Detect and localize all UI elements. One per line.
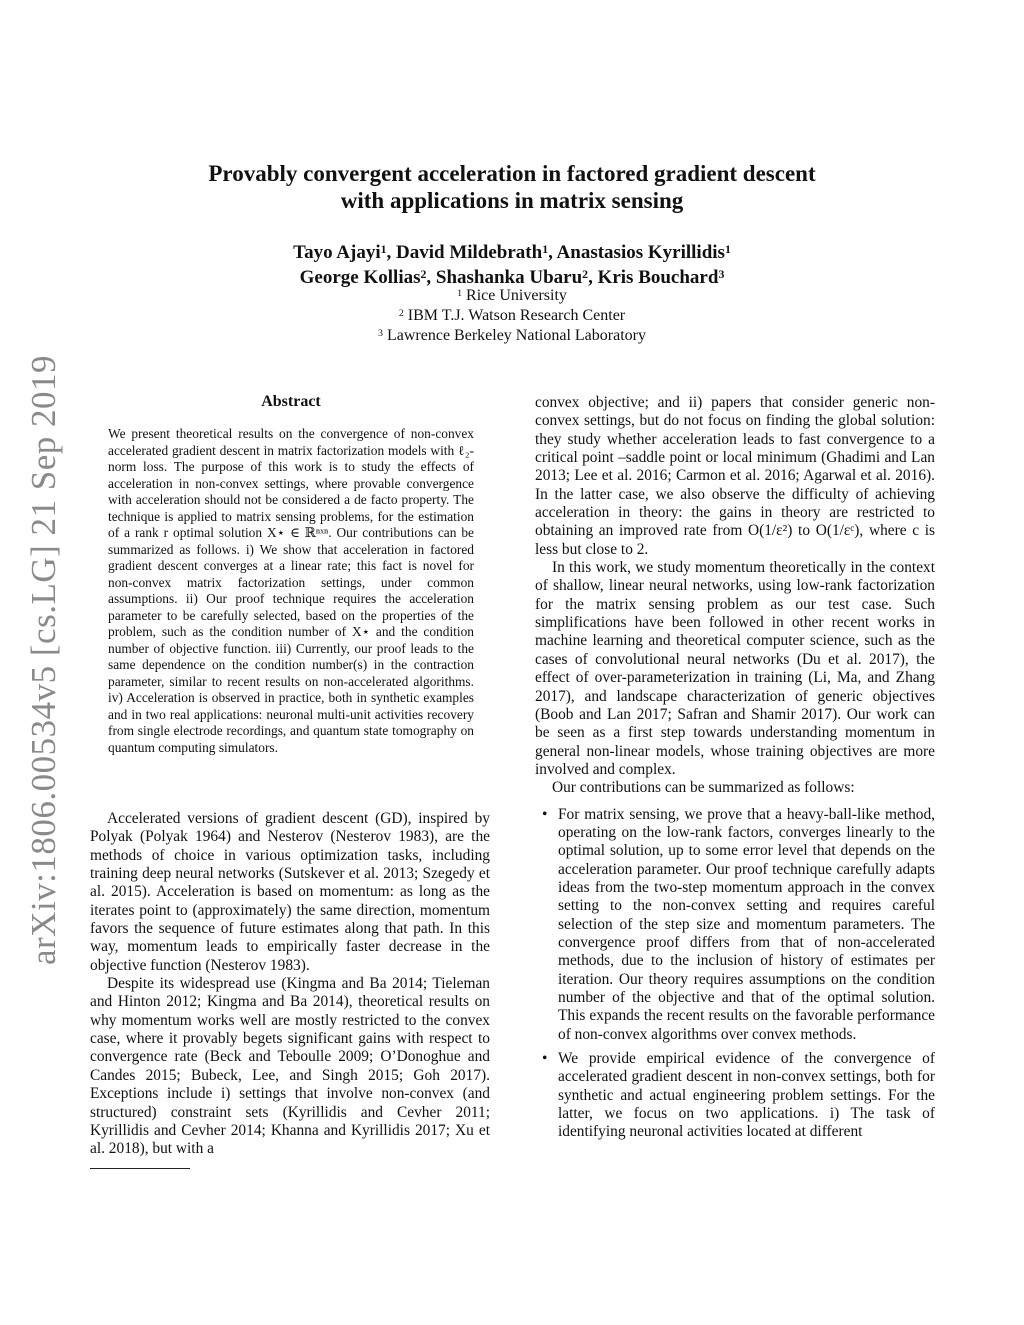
affiliation-name: Lawrence Berkeley National Laboratory	[386, 327, 646, 344]
author-affiliation-mark: 1	[380, 242, 387, 256]
author-affiliation-mark: 2	[420, 267, 427, 281]
affiliation-number: 3	[378, 327, 383, 339]
author-list	[150, 240, 874, 290]
abstract-heading: Abstract	[261, 393, 321, 410]
abstract-body: We present theoretical results on the convergence of non-convex accelerated gradient descent in matrix factorization models with ℓ₂-norm loss. The purpose of this work is to study the effects of acceleration in non-convex settings, where provable convergence with acceleration should not be considered a de facto property. The technique is applied to matrix sensing problems, for the estimation of a rank r optimal solution X⋆ ∈ ℝⁿˣⁿ. Our contributions can be summarized as follows. i) We show that acceleration in factored gradient descent converges at a linear rate; this fact is novel for non-convex matrix factorization settings, under common assumptions. ii) Our proof technique requires the acceleration parameter to be carefully selected, based on the properties of the problem, such as the condition number of X⋆ and the condition number of objective function. iii) Currently, our proof leads to the same dependence on the condition number(s) in the contraction parameter, similar to recent results on non-accelerated algorithms. iv) Acceleration is observed in practice, both in synthetic examples and in two real applications: neuronal multi-unit activities recovery from single electrode recordings, and quantum state tomography on quantum computing simulators.	[108, 426, 474, 755]
author-name: Shashanka Ubaru	[435, 267, 583, 288]
author-name: David Mildebrath	[396, 242, 543, 263]
right-paragraph-2: In this work, we study momentum theoretically in the context of shallow, linear neural networks, using low-rank factorization for the matrix sensing problem as our test case. Such simplifications have been followed in other recent works in machine learning and theoretical computer science, such as the cases of convolutional neural networks (Du et al. 2017), the effect of over-parameterization in training (Li, Ma, and Zhang 2017), and landscape characterization of generic objectives (Boob and Lan 2017; Safran and Shamir 2017). Our work can be seen as a first step towards understanding momentum in general non-linear models, whose training objectives are more involved and complex.	[535, 559, 935, 778]
arxiv-stamp-text: arXiv:1806.00534v5 [cs.LG] 21 Sep 2019	[24, 354, 63, 966]
bullet-icon: •	[542, 1050, 548, 1068]
affiliation-number: 2	[398, 307, 404, 319]
affiliation	[150, 326, 874, 346]
right-paragraph-1: convex objective; and ii) papers that consider generic non-convex settings, but do not focus on finding the global solution: they study whether acceleration leads to fast convergence to a critical point –saddle point or local minimum (Ghadimi and Lan 2013; Lee et al. 2016; Carmon et al. 2016; Agarwal et al. 2016). In the latter case, we also observe the difficulty of achieving acceleration in theory: the gains in theory are restricted to obtaining an improved rate from O(1/ε²) to O(1/εᶜ), where c is less but close to 2.	[535, 394, 935, 558]
paper-title	[150, 160, 874, 214]
left-column	[90, 810, 490, 1159]
author-line-2: George Kollias$^2$, Shashanka Ubaru$^2$, Kris Bouchard$^3$	[299, 267, 725, 288]
author-affiliation-mark: 1	[724, 242, 731, 256]
author-affiliation-mark: 3	[718, 267, 725, 281]
affiliation	[150, 286, 874, 306]
intro-paragraph-2: Despite its widespread use (Kingma and Ba 2014; Tieleman and Hinton 2012; Kingma and Ba 2014), theoretical results on why momentum works well are mostly restricted to the convex case, where it provably begets significant gains with respect to convergence rate (Beck and Teboulle 2009; O’Donoghue and Candes 2015; Bubeck, Lee, and Singh 2015; Goh 2017). Exceptions include i) settings that involve non-convex (and structured) constraint sets (Kyrillidis and Cevher 2011; Kyrillidis and Cevher 2014; Khanna and Kyrillidis 2017; Xu et al. 2018), but with a	[90, 975, 490, 1158]
author-line-1: Tayo Ajayi$^1$, David Mildebrath$^1$, Anastasios Kyrillidis$^1$	[293, 242, 731, 263]
affiliation-list	[150, 286, 874, 346]
contribution-text: For matrix sensing, we prove that a heavy-ball-like method, operating on the low-rank factors, converges linearly to the optimal solution, up to some error level that depends on the acceleration parameter. Our proof technique carefully adapts ideas from the two-step momentum approach in the convex setting to the non-convex setting and requires careful selection of the step size and momentum parameters. The convergence proof differs from that of non-accelerated methods, due to the inclusion of history of estimates per iteration. Our theory requires assumptions on the condition number of the objective and that of the optimal solution. This expands the recent results on the favorable performance of non-convex algorithms over convex methods.	[558, 805, 935, 1043]
title-line-2: with applications in matrix sensing	[340, 188, 684, 213]
contribution-item	[535, 1050, 935, 1142]
affiliation	[150, 306, 874, 326]
intro-paragraph-1: Accelerated versions of gradient descent (GD), inspired by Polyak (Polyak 1964) and Nesterov (Nesterov 1983), are the methods of choice in various optimization tasks, including training deep neural networks (Sutskever et al. 2013; Szegedy et al. 2015). Acceleration is based on momentum: as long as the iterates point to (approximately) the same direction, momentum favors the sequence of future estimates along that path. In this way, momentum leads to empirically faster decrease in the objective function (Nesterov 1983).	[90, 810, 490, 974]
author-name: Tayo Ajayi	[293, 242, 381, 263]
author-name: George Kollias	[299, 267, 421, 288]
contribution-list	[535, 806, 935, 1142]
author-affiliation-mark: 1	[542, 242, 549, 256]
author-name: Kris Bouchard	[597, 267, 719, 288]
author-name: Anastasios Kyrillidis	[556, 242, 725, 263]
contribution-item	[535, 806, 935, 1044]
footnote-rule	[90, 1168, 190, 1169]
affiliation-name: Rice University	[466, 287, 567, 304]
affiliation-name: IBM T.J. Watson Research Center	[407, 307, 626, 324]
right-column	[535, 394, 935, 1148]
contribution-text: We provide empirical evidence of the convergence of accelerated gradient descent in non-convex settings, both for synthetic and actual engineering problem settings. For the latter, we focus on two applications. i) The task of identifying neuronal activities located at different	[558, 1050, 935, 1141]
arxiv-stamp	[16, 340, 72, 980]
bullet-icon: •	[542, 805, 548, 823]
right-paragraph-3: Our contributions can be summarized as follows:	[552, 779, 855, 797]
affiliation-number: 1	[457, 287, 463, 299]
author-affiliation-mark: 2	[582, 267, 589, 281]
title-line-1: Provably convergent acceleration in factored gradient descent	[208, 161, 816, 186]
